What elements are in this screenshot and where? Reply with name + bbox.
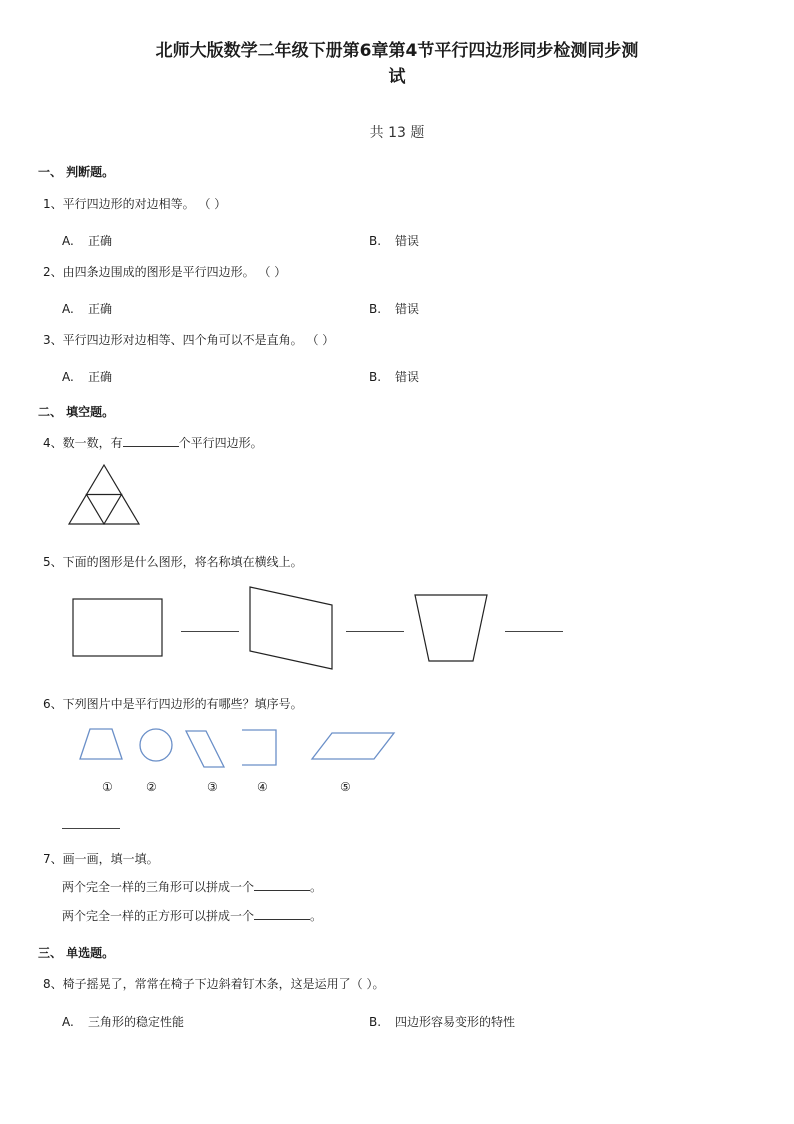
question-6: 6、下列图片中是平行四边形的有哪些？填序号。 xyxy=(43,697,303,711)
q7-sub-a-suffix: 。 xyxy=(310,880,323,894)
q8-option-b[interactable] xyxy=(369,1013,515,1030)
q7-sub-b xyxy=(62,907,322,924)
q4-answer-blank[interactable] xyxy=(123,436,179,447)
question-1: 1、平行四边形的对边相等。 （ ） xyxy=(43,197,227,211)
q6-figure-2-circle xyxy=(140,729,172,761)
q7-sub-b-text: 两个完全一样的正方形可以拼成一个 xyxy=(62,909,255,923)
option-text: 错误 xyxy=(395,370,420,384)
q7-sub-a-blank[interactable] xyxy=(254,880,310,891)
q7-sub-a-text: 两个完全一样的三角形可以拼成一个 xyxy=(62,880,255,894)
option-label: A. xyxy=(62,370,74,384)
q1-option-b[interactable] xyxy=(369,232,419,249)
page-title-line1: 北师大版数学二年级下册第6章第4节平行四边形同步检测同步测 xyxy=(155,41,639,61)
option-label: B. xyxy=(369,370,382,384)
question-7: 7、画一画，填一填。 xyxy=(43,852,159,866)
q6-figure-4-open-square xyxy=(242,730,276,765)
q6-label-1: ① xyxy=(102,780,113,794)
q7-sub-b-blank[interactable] xyxy=(254,909,310,920)
q4-text-post: 个平行四边形。 xyxy=(178,436,263,450)
option-text: 正确 xyxy=(88,234,113,248)
option-text: 正确 xyxy=(88,302,113,316)
option-text: 四边形容易变形的特性 xyxy=(395,1015,516,1029)
q6-label-3: ③ xyxy=(207,780,218,794)
q6-figure-1-trapezoid xyxy=(80,729,122,759)
q6-label-4: ④ xyxy=(257,780,268,794)
q1-option-a[interactable] xyxy=(62,232,112,249)
q5-parallelogram-figure xyxy=(248,586,334,670)
option-text: 错误 xyxy=(395,302,420,316)
q5-trapezoid-figure xyxy=(414,594,488,662)
q5-answer-line-2[interactable] xyxy=(346,631,404,632)
inner-triangle xyxy=(87,495,122,525)
q6-answer-line[interactable] xyxy=(62,828,120,829)
q5-rectangle-figure xyxy=(72,598,164,658)
q3-option-a[interactable] xyxy=(62,368,112,385)
option-label: B. xyxy=(369,234,382,248)
question-3: 3、平行四边形对边相等、四个角可以不是直角。 （ ） xyxy=(43,333,335,347)
q6-figure-3-parallelogram xyxy=(186,731,224,767)
q2-option-a[interactable] xyxy=(62,300,112,317)
page-title-line2: 试 xyxy=(388,67,406,87)
option-label: A. xyxy=(62,234,74,248)
option-text: 正确 xyxy=(88,370,113,384)
q6-label-2: ② xyxy=(146,780,157,794)
section-heading-fill-blank: 二、 填空题。 xyxy=(38,405,115,419)
question-8: 8、椅子摇晃了，常常在椅子下边斜着钉木条，这是运用了（ ）。 xyxy=(43,977,385,991)
q4-triangle-figure xyxy=(68,464,142,526)
option-label: A. xyxy=(62,302,74,316)
q5-answer-line-3[interactable] xyxy=(505,631,563,632)
q6-figure-5-parallelogram xyxy=(312,733,394,759)
q5-answer-line-1[interactable] xyxy=(181,631,239,632)
section-heading-single-choice: 三、 单选题。 xyxy=(38,946,115,960)
q4-text-pre: 4、数一数，有 xyxy=(43,436,123,450)
q2-option-b[interactable] xyxy=(369,300,419,317)
option-text: 错误 xyxy=(395,234,420,248)
q8-option-a[interactable] xyxy=(62,1013,184,1030)
q7-sub-b-suffix: 。 xyxy=(310,909,323,923)
question-4 xyxy=(43,434,263,451)
question-count: 共 13 题 xyxy=(369,125,425,141)
question-5: 5、下面的图形是什么图形，将名称填在横线上。 xyxy=(43,555,303,569)
q6-label-5: ⑤ xyxy=(340,780,351,794)
q7-sub-a xyxy=(62,878,322,895)
option-label: B. xyxy=(369,1015,382,1029)
q3-option-b[interactable] xyxy=(369,368,419,385)
question-2: 2、由四条边围成的图形是平行四边形。 （ ） xyxy=(43,265,287,279)
option-label: A. xyxy=(62,1015,74,1029)
q6-figures xyxy=(80,725,400,773)
option-label: B. xyxy=(369,302,382,316)
option-text: 三角形的稳定性能 xyxy=(88,1015,185,1029)
section-heading-judgement: 一、 判断题。 xyxy=(38,165,115,179)
